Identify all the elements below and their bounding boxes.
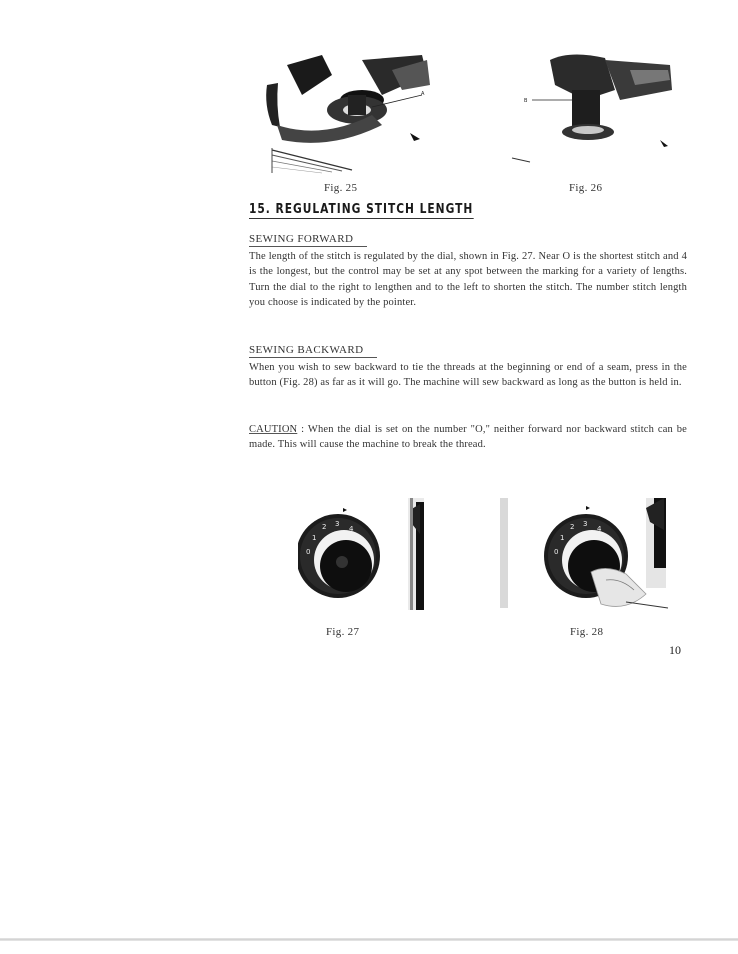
fig-28-dial-mark-0: 0 xyxy=(554,548,559,556)
fig-27-dial-mark-3: 3 xyxy=(335,520,340,528)
sewing-forward-text: The length of the stitch is regulated by the dial, shown in Fig. 27. Near O is the shortest stitch and 4 is the longest, but the control may be set at any spot between the marking for a variety of lengths. Turn the dial to the right to lengthen and to the left to shorten the stitch. The number stitch length you choose is indicated by the pointer. xyxy=(249,251,687,309)
fig-27-dial-mark-0: 0 xyxy=(306,548,311,556)
fig-28-dial-mark-4: 4 xyxy=(597,525,602,533)
fig-27-photo xyxy=(298,494,438,616)
fig-25-callout: A xyxy=(421,91,425,97)
caution-label: CAUTION xyxy=(249,424,298,435)
fig-25-caption: Fig. 25 xyxy=(324,182,358,194)
sewing-forward-heading: SEWING FORWARD xyxy=(249,233,367,247)
fig-27-caption: Fig. 27 xyxy=(326,626,360,638)
fig-26-callout: B xyxy=(524,98,528,104)
fig-26-caption: Fig. 26 xyxy=(569,182,603,194)
sewing-backward-text: When you wish to sew backward to tie the threads at the beginning or end of a seam, press in the button (Fig. 28) as far as it will go. The machine will sew backward as long as the button is held in. xyxy=(249,362,687,389)
page-number: 10 xyxy=(669,643,681,657)
fig-28-dial-mark-1: 1 xyxy=(560,534,565,542)
fig-27-dial-mark-1: 1 xyxy=(312,534,317,542)
fig-28-caption: Fig. 28 xyxy=(570,626,604,638)
fig-25-photo xyxy=(262,55,432,175)
caution-paragraph xyxy=(249,422,687,453)
fig-27-dial-mark-2: 2 xyxy=(322,523,327,531)
fig-27-dial-mark-4: 4 xyxy=(349,525,354,533)
fig-26-photo xyxy=(510,50,675,170)
sewing-backward-heading: SEWING BACKWARD xyxy=(249,344,377,358)
section-title: 15. REGULATING STITCH LENGTH xyxy=(249,202,474,217)
caution-text: : When the dial is set on the number "O," neither forward nor backward stitch can be made. This will cause the machine to break the thread. xyxy=(249,424,687,451)
fig-28-photo xyxy=(496,494,674,616)
scan-edge-rule xyxy=(0,938,738,941)
fig-28-dial-mark-3: 3 xyxy=(583,520,588,528)
fig-28-dial-mark-2: 2 xyxy=(570,523,575,531)
